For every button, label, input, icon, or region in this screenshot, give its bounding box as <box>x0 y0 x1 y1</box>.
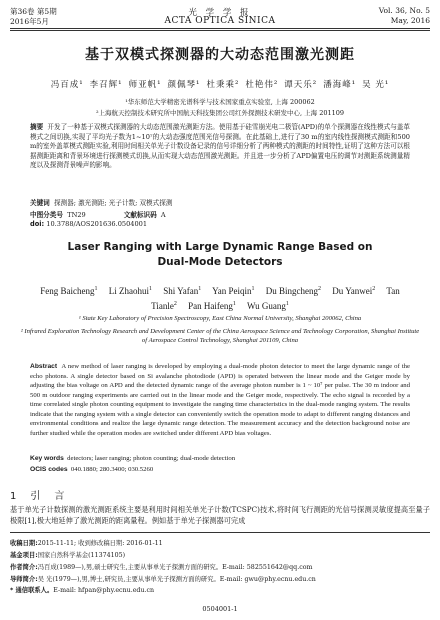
author-en: Li Zhaohui$^1$ <box>108 286 152 296</box>
footnote-label: * 通信联系人。 <box>10 587 54 594</box>
keywords-cn <box>30 197 172 207</box>
footnote-text: 吴 光(1979—),男,博士,研究员,主要从事单光子探测方面的研究。E-mail: gwu@phy.ecnu.edu.cn <box>37 576 316 583</box>
title-en-line-2: Dual-Mode Detectors <box>157 256 283 268</box>
keywords-en-label: Key words <box>30 455 64 462</box>
clc-label: 中图分类号 <box>30 211 63 219</box>
date-en: May, 2016 <box>390 16 430 25</box>
authors-cn <box>0 78 440 90</box>
title-en-line-1: Laser Ranging with Large Dynamic Range Based on <box>67 241 373 253</box>
author-en: Yan Peiqin$^1$ <box>212 286 255 296</box>
footnote-text: 冯百成(1989—),男,硕士研究生,主要从事单光子探测方面的研究。E-mail: 582551642@qq.com <box>37 564 313 571</box>
footnote-corresponding <box>10 585 430 594</box>
ocis-codes <box>30 466 410 473</box>
author-cn: 杜秉乘² <box>206 80 240 90</box>
abstract-cn-text: 开发了一种基于双模式探测器的大动态范围激光测距方法。使用基于硅雪崩光电二极管(APD)的单个探测器在线性模式与盖革模式之间切换,实现了平均光子数为1~10⁷的大动态强度范围光信号探测。在此基础上,进行了30 m的室内线性探测模式测距和500 m的室外盖革模式测距实验,利用时间相关单光子计数设备记录的信号详细分析了两种模式的测距的时间特性,证明了这种方法可以根据测距距离和背景环境进行探测模式切换,从而实现大动态范围激光测距。并且进一步分析了APD偏置电压的调节对测距系统测量精度以及探测背景噪声的影响。 <box>30 123 410 170</box>
footnote-text: 2015-11-11; 收到修改稿日期: 2016-01-11 <box>37 540 163 547</box>
author-cn: 师亚帆¹ <box>128 80 162 90</box>
footnote-label: 导师简介: <box>10 576 38 583</box>
author-en: Tan Tianle$^2$ <box>151 286 400 311</box>
author-cn: 颜佩琴¹ <box>167 80 201 90</box>
author-cn: 李召辉¹ <box>89 80 123 90</box>
footnote-author-bio <box>10 562 430 571</box>
keywords-en <box>30 455 410 462</box>
footnote-supervisor-bio <box>10 574 430 583</box>
journal-name-cn: 光 学 学 报 <box>188 8 252 18</box>
author-cn: 冯百成¹ <box>50 80 84 90</box>
footnote-rule <box>10 532 430 533</box>
keywords-cn-text: 探测器; 激光测距; 光子计数; 双模式探测 <box>53 199 173 207</box>
footnote-text: E-mail: hfpan@phy.ecnu.edu.cn <box>53 587 155 594</box>
author-en: Du Bingcheng$^2$ <box>265 286 322 296</box>
doc-code-label: 文献标识码 <box>123 211 157 219</box>
doi-line <box>30 220 147 228</box>
author-en: Feng Baicheng$^1$ <box>40 286 98 296</box>
footnote-label: 基金项目: <box>10 552 38 559</box>
abstract-en-text: A new method of laser ranging is developed by employing a dual-mode photon detector to meet the large dynamic range of the echo photons. A single detector based on Si avalanche photodiode (APD) is operated between the linear mode and the Geiger mode by adjusting the bias voltage on APD and the detected dynamic range of the average photon number is 1 ~ 10⁷ per pulse. The 30 m indoor and 500 m outdoor ranging experiments are carried out in the linear mode and the Geiger mode, respectively. The echo signal is recorded by a time correlated single photon counting equipment to investigate the ranging time characteristics in the dual-mode ranging system. The results indicate that the ranging system with a single detector can conveniently switch the operation mode to adapt to different ranging distances and environmental conditions and realize the large dynamic range detection. The measurement accuracy and the detection background noise are further studied while the operation modes are switched under different APD bias voltages. <box>30 363 410 437</box>
section-number: 1 <box>10 491 17 502</box>
affiliation-cn-2: ²上海航天控制技术研究所中国航天科技集团公司红外探测技术研发中心, 上海 201109 <box>95 109 345 117</box>
intro-paragraph: 基于单光子计数探测的激光测距系统主要是利用时间相关单光子计数(TCSPC)技术,将时间飞行测距的光信号探测灵敏度提高至量子极限[1],极大地延伸了激光测距的距离量程。例如基于单光子探测器可完成 <box>10 505 430 525</box>
title-en <box>0 240 440 270</box>
clc-value: TN29 <box>67 211 86 219</box>
footnote-label: 收稿日期: <box>10 540 38 547</box>
abstract-en <box>30 362 410 438</box>
authors-en <box>24 283 416 313</box>
section-title: 引言 <box>30 491 79 502</box>
doi-label: doi: <box>30 220 45 228</box>
author-cn: 吴 光¹ <box>362 80 390 90</box>
journal-name-en: ACTA OPTICA SINICA <box>164 16 276 26</box>
title-cn: 基于双模式探测器的大动态范围激光测距 <box>85 47 355 63</box>
volume-issue-cn: 第36卷 第5期 <box>10 7 57 16</box>
header-rule-bottom <box>10 30 430 31</box>
keywords-cn-label: 关键词 <box>30 199 50 207</box>
page-number: 0504001-1 <box>202 605 238 613</box>
footnote-text: 国家自然科学基金(11374105) <box>37 552 126 559</box>
author-cn: 谭天乐² <box>284 80 318 90</box>
affiliation-cn-1: ¹华东师范大学精密光谱科学与技术国家重点实验室, 上海 200062 <box>125 98 315 106</box>
footnote-label: 作者简介: <box>10 564 38 571</box>
doi-value: 10.3788/AOS201636.0504001 <box>46 220 148 228</box>
doc-code-value: A <box>160 211 166 219</box>
keywords-en-text: detectors; laser ranging; photon counting; dual-mode detection <box>67 455 236 462</box>
ocis-label: OCIS codes <box>30 466 68 473</box>
footnote-funding <box>10 550 430 559</box>
author-cn: 杜艳伟² <box>245 80 279 90</box>
header-rule-top <box>10 28 430 29</box>
section-heading <box>10 487 78 502</box>
abstract-en-label: Abstract <box>30 363 58 370</box>
classification <box>30 209 166 219</box>
author-en: Shi Yafan$^1$ <box>163 286 202 296</box>
author-cn: 潘海峰¹ <box>323 80 357 90</box>
affiliation-en-1: ¹ State Key Laboratory of Precision Spectroscopy, East China Normal University, Shanghai 200062, China <box>78 315 362 322</box>
affiliation-en-2: ² Infrared Exploration Technology Research and Development Center of the China Aerospace Science and Technology Corporation, Shanghai Institute of Aerospace Control Technology, Shanghai 201109, China <box>20 328 420 344</box>
volume-issue-en: Vol. 36, No. 5 <box>378 6 430 15</box>
author-en: Pan Haifeng$^1$ <box>188 301 236 311</box>
abstract-cn-label: 摘要 <box>30 123 44 131</box>
author-en: Du Yanwei$^2$ <box>332 286 376 296</box>
ocis-text: 040.1880; 280.3400; 030.5260 <box>70 466 154 473</box>
abstract-cn <box>30 123 410 171</box>
author-en: Wu Guang$^1$ <box>246 301 289 311</box>
date-cn: 2016年5月 <box>10 17 49 26</box>
footnote-received <box>10 538 430 547</box>
